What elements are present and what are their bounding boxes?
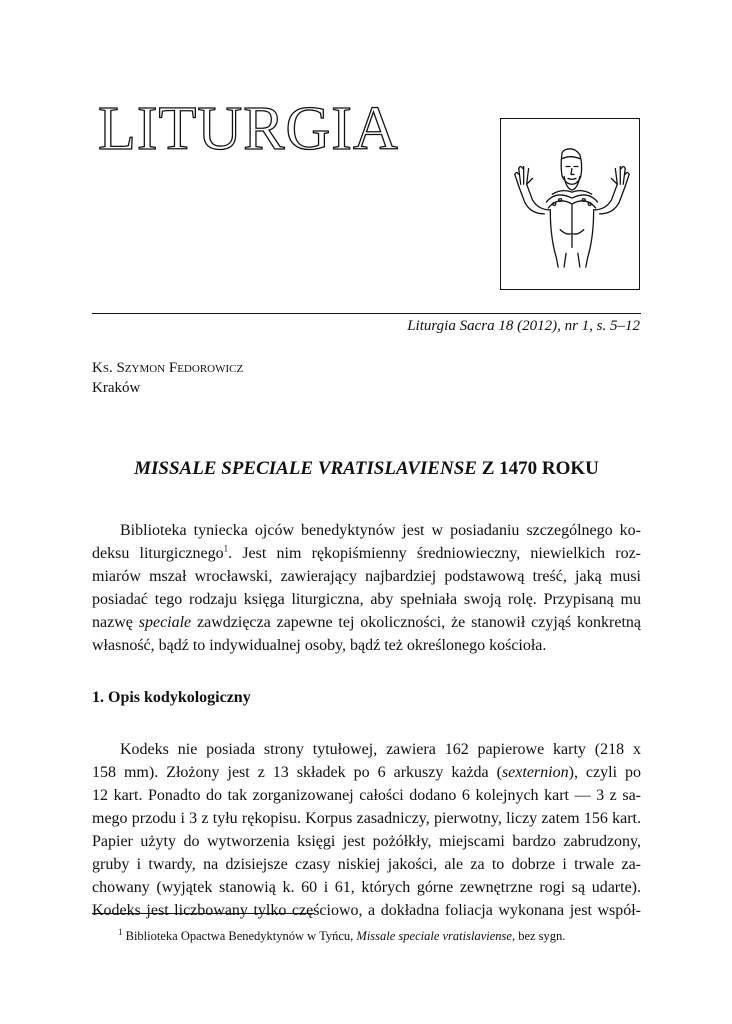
paragraph-line: deksu liturgicznego$^1$. Jest nim rękopiśmienny średniowieczny, niewielkich roz-	[92, 543, 642, 562]
paragraph-line: Kodeks jest liczbowany tylko częściowo, a dokładna foliacja wykonana jest współ-	[92, 902, 641, 919]
paragraph-line: miarów mszał wrocławski, zawierający najbardziej podstawową treść, jaką musi	[92, 568, 641, 585]
paragraph-line: Kodeks nie posiada strony tytułowej, zawiera 162 papierowe karty (218 x	[120, 741, 641, 758]
paragraph-line: nazwę speciale zawdzięcza zapewne tej okoliczności, że stanowił czyjąś konkretną	[92, 614, 642, 631]
footnote: $^1$ Biblioteka Opactwa Benedyktynów w Tyńcu, Missale speciale vratislaviense, bez sygn.	[118, 926, 566, 943]
paragraph-line: chowany (wyjątek stanowią k. 60 i 61, których górne zewnętrzne rogi są udarte).	[92, 879, 641, 896]
footnote-number: 1	[118, 926, 123, 937]
footnote-ref[interactable]: 1	[223, 543, 229, 554]
paragraph-line: mego przodu i 3 z tyłu rękopisu. Korpus zasadniczy, pierwotny, liczy zatem 156 kart.	[92, 810, 641, 827]
article-title-rest: Z 1470 ROKU	[481, 458, 599, 479]
praying-figure-icon	[500, 118, 640, 290]
paragraph-line: Biblioteka tyniecka ojców benedyktynów jest w posiadaniu szczególnego ko-	[120, 522, 641, 539]
paragraph-line: 158 mm). Złożony jest z 13 składek po 6 arkuszy każda (sexternion), czyli po	[92, 764, 641, 781]
paragraph-2	[92, 738, 641, 922]
paragraph-line: Papier użyty do wytworzenia księgi jest pożółkły, miejscami bardzo zabrudzony,	[92, 833, 641, 850]
footnote-rule	[92, 913, 314, 914]
paragraph-line: 12 kart. Ponadto do tak zorganizowanej całości dodano 6 kolejnych kart — 3 z sa-	[92, 787, 641, 804]
paragraph-line: gruby i twardy, na dzisiejsze czasy niskiej jakości, ale za to dobrze i trwale za-	[92, 856, 641, 873]
paragraph-line: posiadać tego rodzaju księga liturgiczna, aby spełniała swoją rolę. Przypisaną mu	[92, 591, 641, 608]
section-heading: 1. Opis kodykologiczny	[92, 689, 251, 706]
author-block	[92, 358, 243, 398]
author-name: Ks. Szymon Fedorowicz	[92, 360, 244, 376]
journal-citation: Liturgia Sacra 18 (2012), nr 1, s. 5–12	[407, 318, 640, 334]
journal-title: LITURGIA	[98, 95, 399, 163]
header-rule	[92, 313, 641, 314]
article-title-italic: MISSALE SPECIALE VRATISLAVIENSE	[134, 458, 477, 479]
author-city: Kraków	[92, 380, 141, 396]
paragraph-line: własność, bądź to indywidualnej osoby, bądź też określonego kościoła.	[92, 637, 547, 654]
article-title	[92, 458, 641, 480]
paragraph-1	[92, 519, 641, 657]
